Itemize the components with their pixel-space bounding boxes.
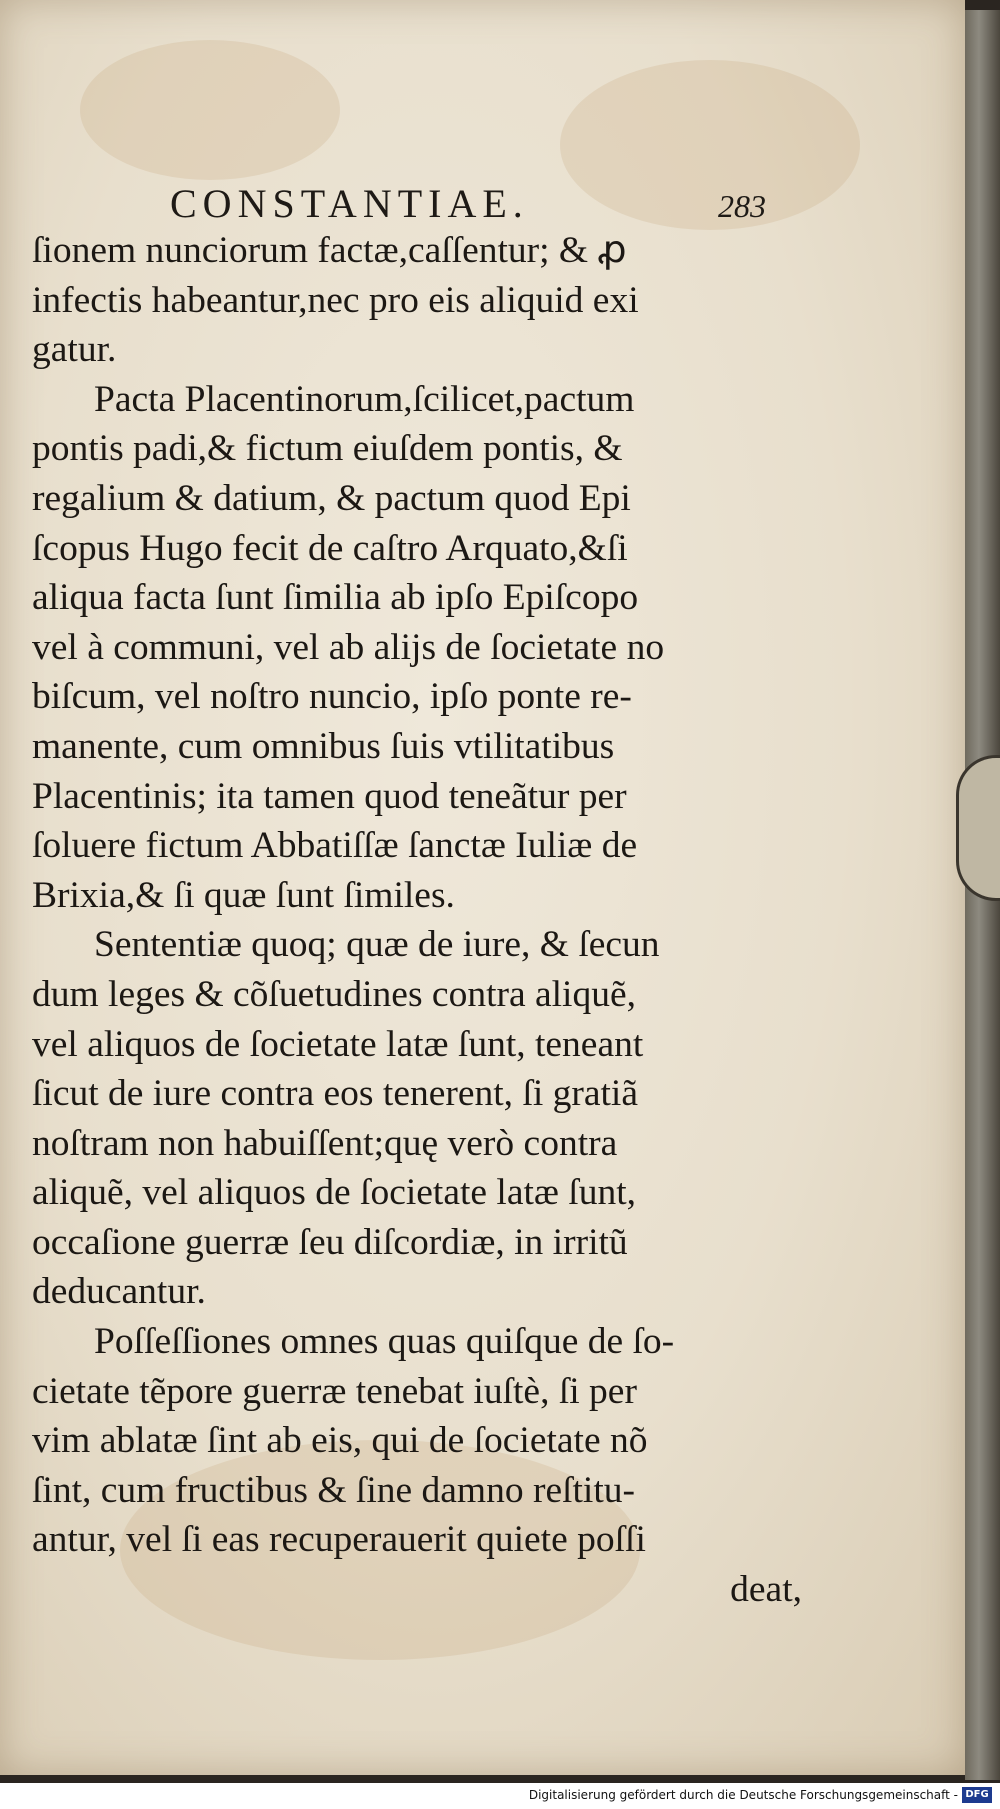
text-line: Brixia,& ſi quæ ſunt ſimiles.	[32, 874, 455, 916]
text-line: dum leges & cõſuetudines contra aliquẽ,	[32, 973, 636, 1015]
body-text	[32, 226, 802, 1615]
text-line: pontis padi,& fictum eiuſdem pontis, &	[32, 428, 623, 470]
footer-credit: Digitalisierung gefördert durch die Deutsche Forschungsgemeinschaft -	[528, 1788, 958, 1802]
paper-stain	[80, 40, 340, 180]
text-line: noſtram non habuiſſent;quę verò contra	[32, 1122, 618, 1164]
footer-bar	[0, 1783, 1000, 1809]
text-line: aliqua facta ſunt ſimilia ab ipſo Epiſcopo	[32, 577, 639, 619]
text-line: ſint, cum fructibus & ſine damno reſtitu-	[32, 1469, 636, 1511]
page-number: 283	[718, 188, 766, 224]
text-line: ſicut de iure contra eos tenerent, ſi gratiã	[32, 1073, 638, 1115]
dfg-logo: DFG	[962, 1787, 992, 1803]
text-line: regalium & datium, & pactum quod Epi	[32, 477, 631, 519]
text-line: deat,	[730, 1569, 802, 1611]
text-line: antur, vel ſi eas recuperauerit quiete poſſi	[32, 1519, 646, 1561]
text-line: manente, cum omnibus ſuis vtilitatibus	[32, 725, 615, 767]
text-line: deducantur.	[32, 1271, 206, 1313]
text-line: Placentinis; ita tamen quod teneãtur per	[32, 775, 627, 817]
text-line: Poſſeſſiones omnes quas quiſque de ſo-	[94, 1321, 675, 1363]
text-line: Pacta Placentinorum,ſcilicet,pactum	[94, 378, 635, 420]
text-line: gatur.	[32, 329, 117, 371]
text-line: Sententiæ quoq; quæ de iure, & ſecun	[94, 924, 660, 966]
text-line: ſcopus Hugo fecit de caſtro Arquato,&ſi	[32, 527, 628, 569]
text-line: ſionem nunciorum factæ,caſſentur; & ꝓ	[32, 230, 627, 271]
text-line: vim ablatæ ſint ab eis, qui de ſocietate nõ	[32, 1420, 648, 1462]
running-head: CONSTANTIAE.	[170, 181, 529, 226]
text-line: aliquẽ, vel aliquos de ſocietate latæ ſunt,	[32, 1172, 636, 1214]
text-line: vel à communi, vel ab alijs de ſocietate no	[32, 626, 665, 668]
text-line: ſoluere fictum Abbatiſſæ ſanctæ Iuliæ de	[32, 825, 638, 867]
text-line: biſcum, vel noſtro nuncio, ipſo ponte re-	[32, 676, 632, 718]
text-line: vel aliquos de ſocietate latæ ſunt, teneant	[32, 1023, 644, 1065]
text-line: cietate tẽpore guerræ tenebat iuſtè, ſi per	[32, 1370, 637, 1412]
text-line: infectis habeantur,nec pro eis aliquid exi	[32, 279, 639, 321]
book-clasp	[956, 755, 1000, 901]
text-line: occaſione guerræ ſeu diſcordiæ, in irritũ	[32, 1221, 628, 1263]
